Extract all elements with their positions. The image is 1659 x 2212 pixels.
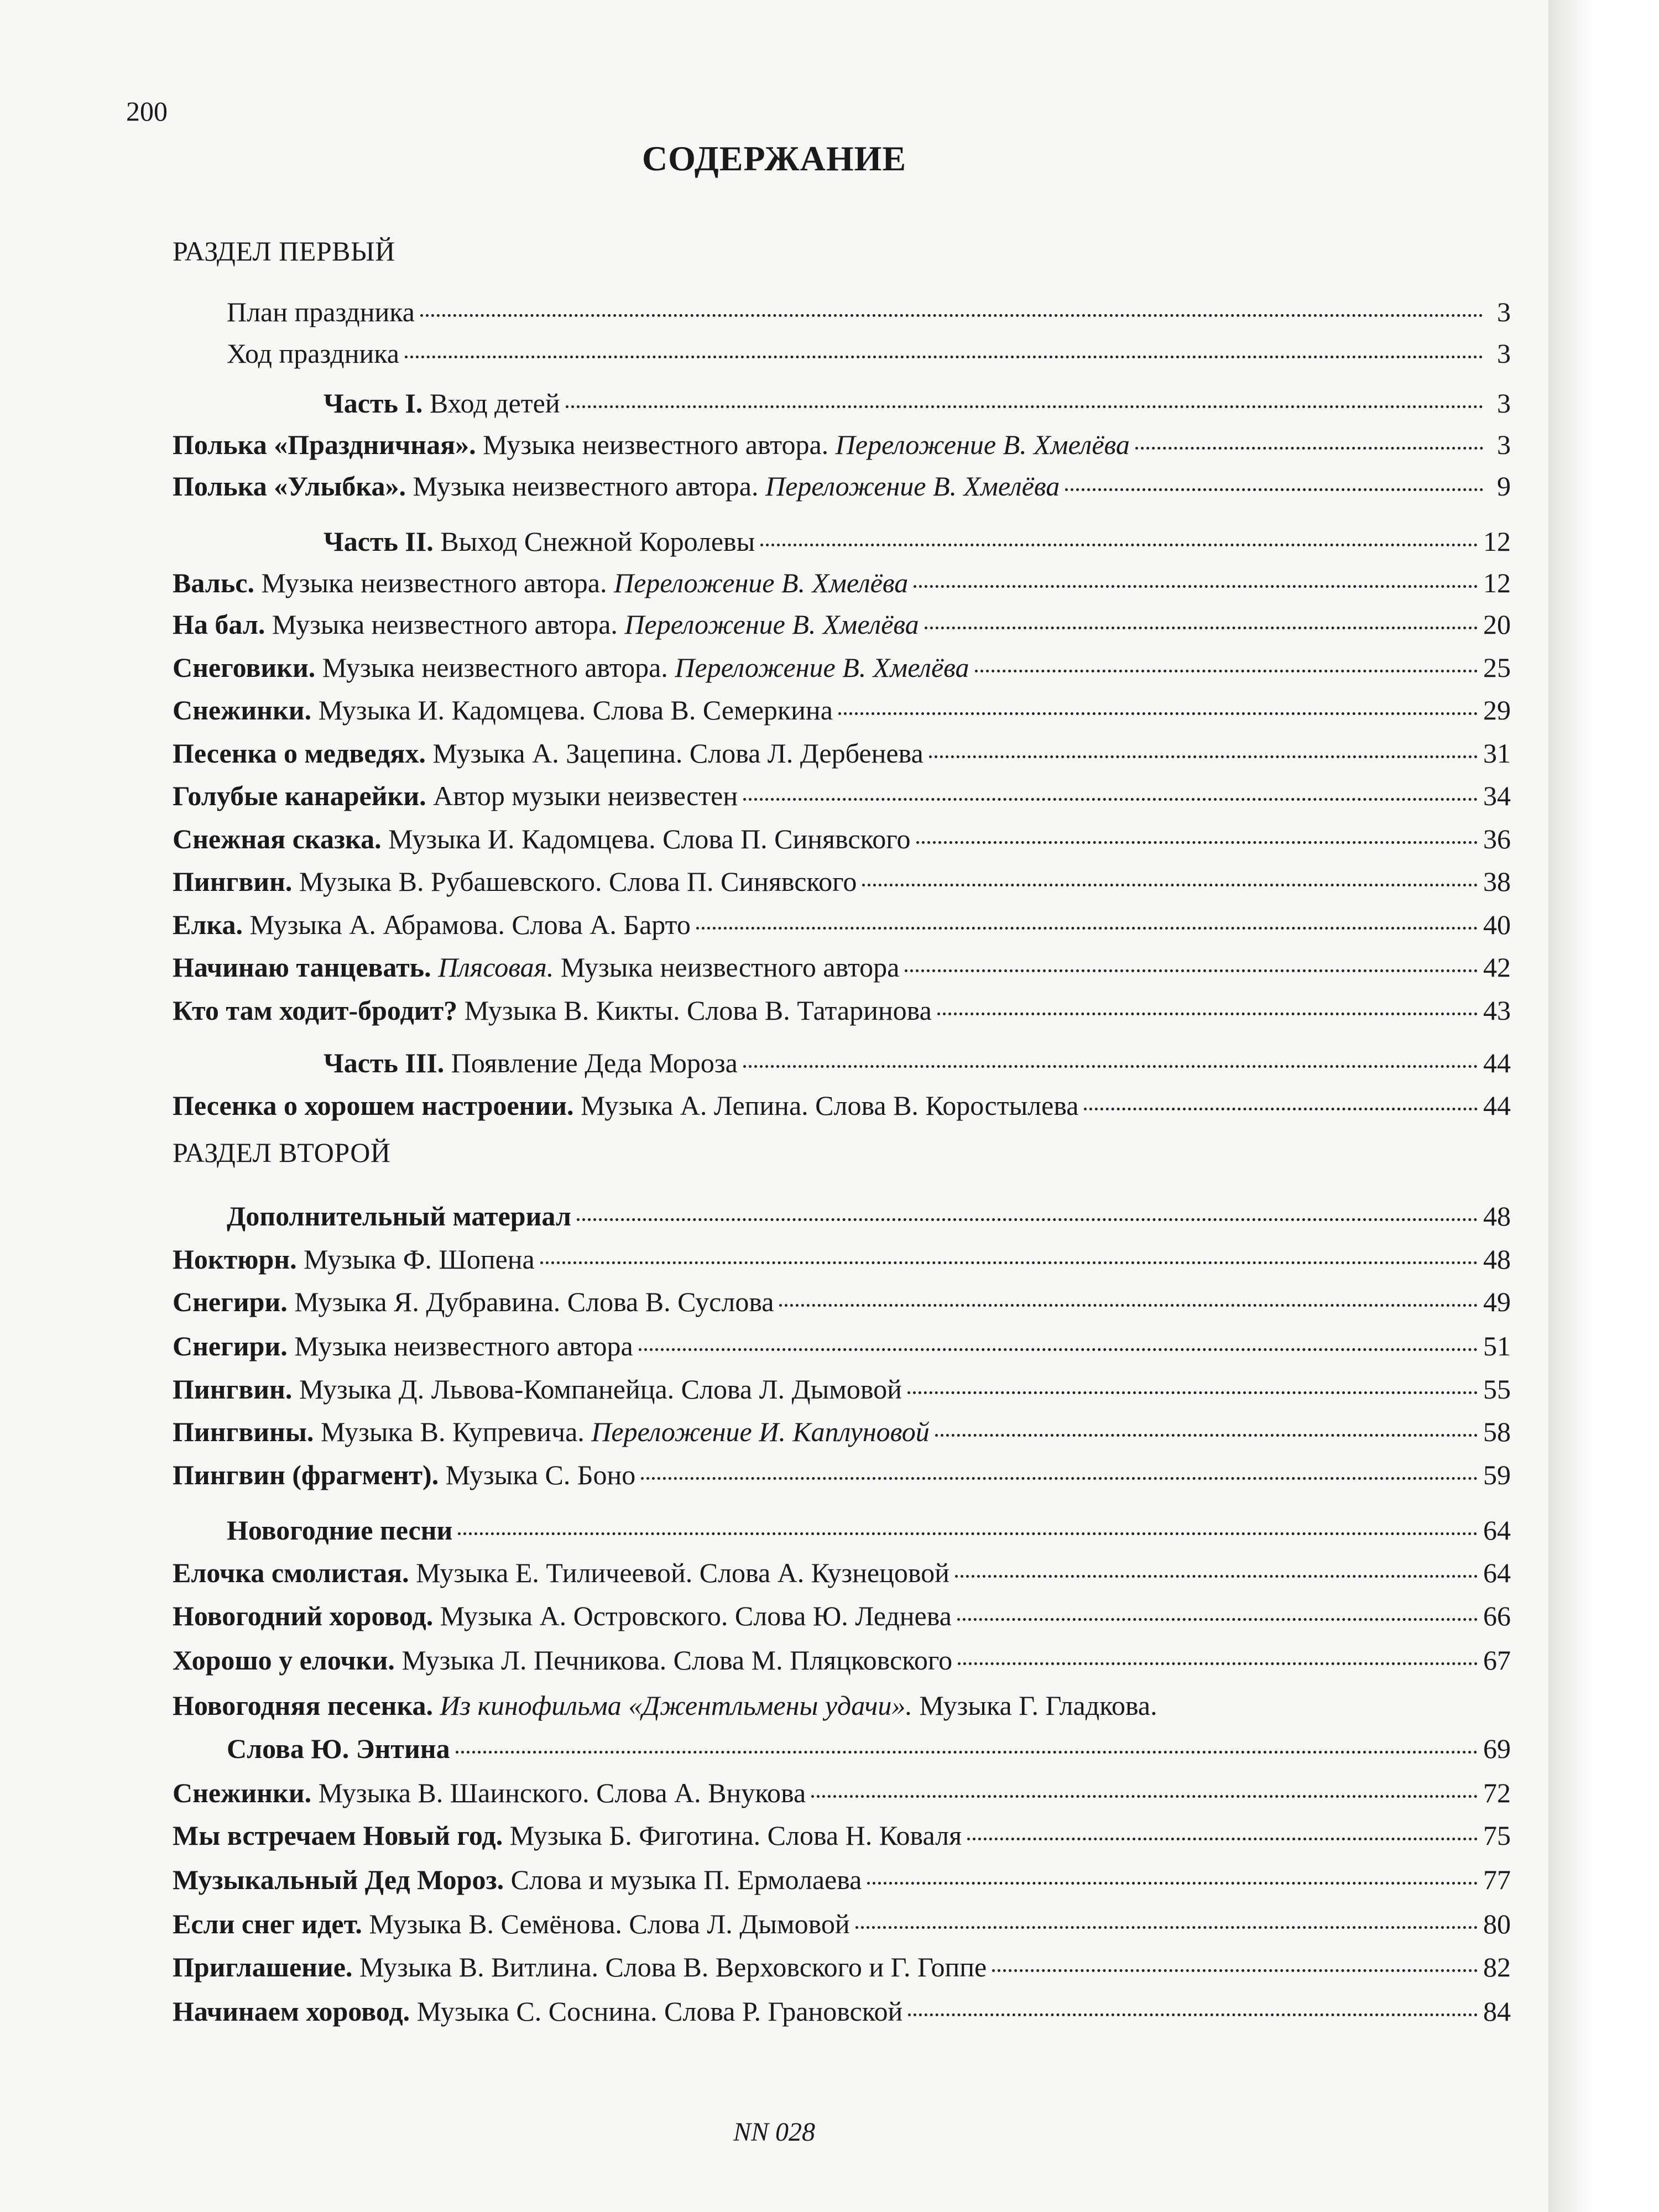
entry-title bbox=[173, 823, 911, 855]
entry-text: Музыка С. Боно bbox=[439, 1459, 636, 1490]
entry-bold-title: Ноктюрн. bbox=[173, 1244, 297, 1275]
dot-leader bbox=[967, 1838, 1478, 1840]
entry-bold-title: Голубые канарейки. bbox=[173, 780, 426, 811]
entry-italic-note: Плясовая. bbox=[438, 952, 554, 983]
toc-entry bbox=[173, 1286, 1511, 1324]
dot-leader bbox=[958, 1662, 1478, 1665]
dot-leader bbox=[760, 544, 1478, 546]
page-ref: 3 bbox=[1497, 388, 1511, 419]
page-ref: 38 bbox=[1483, 866, 1511, 897]
entry-title bbox=[227, 1733, 450, 1765]
entry-title bbox=[227, 1514, 452, 1546]
entry-text: Музыка Г. Гладкова. bbox=[912, 1690, 1157, 1721]
page-ref: 59 bbox=[1483, 1459, 1511, 1490]
toc-entry bbox=[173, 994, 1511, 1033]
entry-italic-note: Переложение В. Хмелёва bbox=[613, 567, 909, 598]
entry-title bbox=[227, 337, 399, 369]
dot-leader bbox=[908, 2013, 1478, 2016]
entry-text: Музыка неизвестного автора. bbox=[315, 652, 675, 683]
entry-title bbox=[324, 387, 560, 419]
toc-entry bbox=[173, 651, 1511, 690]
entry-title bbox=[173, 780, 738, 812]
entry-title bbox=[173, 1644, 952, 1676]
entry-text: Музыка С. Соснина. Слова Р. Грановской bbox=[410, 1996, 903, 2027]
entry-title bbox=[324, 1047, 738, 1079]
entry-italic-note: Переложение В. Хмелёва bbox=[835, 429, 1130, 460]
toc-entry bbox=[173, 865, 1511, 904]
entry-title bbox=[173, 1995, 902, 2027]
entry-title bbox=[173, 1951, 987, 1983]
entry-title bbox=[173, 694, 833, 726]
dot-leader bbox=[862, 884, 1478, 886]
toc-entry bbox=[173, 1819, 1511, 1858]
entry-bold-title: Новогодняя песенка. bbox=[173, 1690, 433, 1721]
toc-entry bbox=[173, 429, 1511, 467]
page-ref: 36 bbox=[1483, 823, 1511, 854]
entry-text: Музыка А. Лепина. Слова В. Коростылева bbox=[573, 1090, 1079, 1121]
toc-entry bbox=[173, 1951, 1511, 1990]
page-ref: 64 bbox=[1483, 1515, 1511, 1546]
page-number: 200 bbox=[126, 96, 168, 127]
entry-title bbox=[173, 994, 932, 1026]
entry-text: Музыка В. Кикты. Слова В. Татаринова bbox=[457, 995, 932, 1026]
entry-title bbox=[173, 1864, 862, 1896]
dot-leader bbox=[639, 1348, 1478, 1351]
entry-text: Музыка неизвестного автора. bbox=[265, 609, 625, 640]
dot-leader bbox=[867, 1882, 1478, 1885]
entry-bold-title: Часть I. bbox=[324, 388, 423, 419]
page-ref: 64 bbox=[1483, 1557, 1511, 1588]
toc-entry bbox=[227, 337, 1511, 376]
page-edge bbox=[1548, 0, 1659, 2212]
toc-entry bbox=[173, 470, 1511, 509]
entry-bold-title: На бал. bbox=[173, 609, 265, 640]
entry-text: Музыка неизвестного автора bbox=[287, 1331, 633, 1361]
page-ref: 48 bbox=[1483, 1201, 1511, 1232]
page-ref: 3 bbox=[1497, 338, 1511, 369]
entry-text: Музыка Е. Тиличеевой. Слова А. Кузнецовой bbox=[409, 1557, 950, 1588]
page-ref: 12 bbox=[1483, 567, 1511, 598]
page-ref: 49 bbox=[1483, 1286, 1511, 1317]
toc-entry bbox=[324, 525, 1511, 564]
entry-bold-title: Снегири. bbox=[173, 1286, 288, 1317]
dot-leader bbox=[540, 1261, 1478, 1264]
dot-leader bbox=[743, 1065, 1478, 1068]
entry-bold-title: Начинаем хоровод. bbox=[173, 1996, 410, 2027]
entry-text: Ход праздника bbox=[227, 338, 399, 369]
entry-title bbox=[173, 1286, 774, 1318]
entry-bold-title: Хорошо у елочки. bbox=[173, 1645, 395, 1676]
toc-entry bbox=[173, 1416, 1511, 1454]
entry-title bbox=[173, 1330, 633, 1362]
dot-leader bbox=[937, 1013, 1478, 1015]
entry-title bbox=[173, 1416, 930, 1448]
entry-text: Музыка Ф. Шопена bbox=[296, 1244, 535, 1275]
entry-title bbox=[227, 296, 415, 328]
entry-bold-title: Кто там ходит-бродит? bbox=[173, 995, 458, 1026]
entry-title bbox=[173, 429, 1130, 461]
dot-leader bbox=[811, 1795, 1478, 1798]
entry-title bbox=[173, 1089, 1078, 1121]
toc-entry bbox=[173, 1089, 1511, 1128]
page-ref: 40 bbox=[1483, 909, 1511, 940]
page-ref: 80 bbox=[1483, 1908, 1511, 1939]
dot-leader bbox=[641, 1477, 1478, 1480]
entry-bold-title: Часть III. bbox=[324, 1047, 445, 1078]
entry-italic-note: Переложение В. Хмелёва bbox=[765, 471, 1060, 502]
entry-text-tail: Музыка неизвестного автора bbox=[554, 952, 900, 983]
entry-bold-title: Приглашение. bbox=[173, 1952, 353, 1983]
entry-title bbox=[173, 651, 969, 684]
entry-title bbox=[173, 737, 924, 769]
entry-bold-title: Полька «Улыбка». bbox=[173, 471, 406, 502]
toc-entry bbox=[173, 1373, 1511, 1412]
page-ref: 67 bbox=[1483, 1645, 1511, 1676]
entry-text: Музыка Я. Дубравина. Слова В. Суслова bbox=[287, 1286, 774, 1317]
entry-bold-title: Елка. bbox=[173, 909, 243, 940]
toc-entry bbox=[173, 1330, 1511, 1369]
entry-bold-title: Часть II. bbox=[324, 526, 434, 557]
entry-bold-title: Слова Ю. Энтина bbox=[227, 1733, 450, 1764]
toc-entry bbox=[173, 694, 1511, 733]
entry-bold-title: Новогодний хоровод. bbox=[173, 1600, 434, 1631]
entry-title bbox=[173, 1557, 950, 1589]
entry-italic-note: Переложение В. Хмелёва bbox=[624, 609, 919, 640]
entry-bold-title: Начинаю танцевать. bbox=[173, 952, 431, 983]
dot-leader bbox=[925, 627, 1478, 629]
dot-leader bbox=[914, 585, 1478, 588]
entry-bold-title: Снегири. bbox=[173, 1331, 288, 1361]
toc-entry bbox=[173, 1908, 1511, 1947]
entry-text: Музыка И. Кадомцева. Слова П. Синявского bbox=[381, 823, 911, 854]
entry-title bbox=[173, 1459, 635, 1491]
entry-bold-title: Пингвины. bbox=[173, 1416, 314, 1447]
page-ref: 29 bbox=[1483, 695, 1511, 726]
entry-title bbox=[173, 608, 919, 640]
entry-text: Музыка неизвестного автора. bbox=[254, 567, 614, 598]
dot-leader bbox=[957, 1618, 1478, 1621]
entry-text: Музыка В. Рубашевского. Слова П. Синявского bbox=[292, 866, 857, 897]
toc-entry bbox=[173, 737, 1511, 776]
entry-bold-title: Песенка о медведях. bbox=[173, 738, 426, 769]
page-ref: 44 bbox=[1483, 1090, 1511, 1121]
entry-bold-title: Мы встречаем Новый год. bbox=[173, 1820, 503, 1851]
entry-bold-title: Дополнительный материал bbox=[227, 1201, 571, 1232]
page-ref: 43 bbox=[1483, 995, 1511, 1026]
dot-leader bbox=[1084, 1108, 1478, 1110]
toc-entry bbox=[227, 1200, 1511, 1239]
page-ref: 12 bbox=[1483, 526, 1511, 557]
page-ref: 55 bbox=[1483, 1374, 1511, 1405]
page-ref: 48 bbox=[1483, 1244, 1511, 1275]
page-ref: 25 bbox=[1483, 652, 1511, 683]
dot-leader bbox=[907, 1391, 1478, 1394]
page-ref: 3 bbox=[1497, 429, 1511, 460]
dot-leader bbox=[420, 314, 1483, 317]
toc-entry bbox=[173, 1557, 1511, 1595]
dot-leader bbox=[905, 969, 1478, 972]
entry-text: Появление Деда Мороза bbox=[444, 1047, 738, 1078]
page-ref: 42 bbox=[1483, 952, 1511, 983]
page-ref: 72 bbox=[1483, 1777, 1511, 1808]
toc-entry bbox=[173, 567, 1511, 606]
entry-text: Музыка неизвестного автора. bbox=[405, 471, 765, 502]
toc-entry bbox=[173, 1644, 1511, 1683]
dot-leader bbox=[935, 1434, 1478, 1437]
toc-entry bbox=[173, 1777, 1511, 1815]
toc-entry bbox=[173, 608, 1511, 647]
toc-entry bbox=[173, 1995, 1511, 2034]
entry-bold-title: Пингвин. bbox=[173, 1374, 293, 1405]
dot-leader bbox=[955, 1575, 1478, 1578]
toc-entry bbox=[227, 1733, 1511, 1771]
entry-bold-title: Снежинки. bbox=[173, 695, 312, 726]
dot-leader bbox=[975, 670, 1478, 672]
toc-entry bbox=[324, 1047, 1511, 1086]
toc-entry bbox=[173, 1459, 1511, 1498]
entry-text: Слова и музыка П. Ермолаева bbox=[504, 1864, 862, 1895]
toc-entry bbox=[173, 1864, 1511, 1902]
dot-leader bbox=[566, 405, 1483, 408]
page-ref: 75 bbox=[1483, 1820, 1511, 1851]
dot-leader bbox=[1135, 447, 1483, 450]
entry-italic-note: Из кинофильма «Джентльмены удачи». bbox=[440, 1690, 912, 1721]
entry-bold-title: Музыкальный Дед Мороз. bbox=[173, 1864, 504, 1895]
section-heading-first: РАЗДЕЛ ПЕРВЫЙ bbox=[173, 236, 395, 267]
entry-text: Музыка А. Абрамова. Слова А. Барто bbox=[242, 909, 691, 940]
entry-text: Музыка А. Островского. Слова Ю. Леднева bbox=[433, 1600, 952, 1631]
toc-entry bbox=[173, 951, 1511, 990]
dot-leader bbox=[779, 1304, 1478, 1307]
dot-leader bbox=[855, 1926, 1478, 1929]
entry-text: Музыка В. Шаинского. Слова А. Внукова bbox=[311, 1777, 806, 1808]
entry-text: План праздника bbox=[227, 296, 415, 327]
page-ref: 3 bbox=[1497, 296, 1511, 327]
dot-leader bbox=[929, 755, 1478, 758]
section-heading-second: РАЗДЕЛ ВТОРОЙ bbox=[173, 1137, 391, 1168]
entry-italic-note: Переложение В. Хмелёва bbox=[675, 652, 969, 683]
page-ref: 51 bbox=[1483, 1331, 1511, 1361]
entry-text: Вход детей bbox=[422, 388, 560, 419]
entry-title bbox=[173, 909, 691, 941]
entry-text: Музыка Б. Фиготина. Слова Н. Коваля bbox=[503, 1820, 962, 1851]
entry-text: Музыка Д. Львова-Компанейца. Слова Л. Дымовой bbox=[292, 1374, 902, 1405]
footer-code: NN 028 bbox=[733, 2117, 816, 2147]
entry-text: Музыка А. Зацепина. Слова Л. Дербенева bbox=[425, 738, 924, 769]
toc-entry bbox=[173, 909, 1511, 947]
page-ref: 77 bbox=[1483, 1864, 1511, 1895]
page-ref: 58 bbox=[1483, 1416, 1511, 1447]
toc-entry bbox=[227, 296, 1511, 335]
page-ref: 9 bbox=[1497, 471, 1511, 502]
entry-text: Музыка Л. Печникова. Слова М. Пляцковского bbox=[394, 1645, 953, 1676]
entry-bold-title: Пингвин (фрагмент). bbox=[173, 1459, 439, 1490]
entry-title bbox=[173, 1243, 535, 1275]
toc-entry bbox=[173, 1243, 1511, 1282]
entry-bold-title: Елочка смолистая. bbox=[173, 1557, 409, 1588]
entry-italic-note: Переложение И. Каплуновой bbox=[591, 1416, 930, 1447]
page-title: СОДЕРЖАНИЕ bbox=[641, 139, 907, 178]
toc-entry bbox=[173, 1600, 1511, 1639]
dot-leader bbox=[458, 1532, 1478, 1535]
dot-leader bbox=[577, 1218, 1478, 1221]
dot-leader bbox=[838, 712, 1478, 715]
dot-leader bbox=[916, 841, 1478, 844]
dot-leader bbox=[1065, 488, 1483, 491]
entry-bold-title: Снеговики. bbox=[173, 652, 316, 683]
entry-bold-title: Снежная сказка. bbox=[173, 823, 382, 854]
toc-entry bbox=[173, 823, 1511, 862]
entry-text: Выход Снежной Королевы bbox=[433, 526, 755, 557]
page-ref: 31 bbox=[1483, 738, 1511, 769]
entry-text: Музыка неизвестного автора. bbox=[476, 429, 836, 460]
entry-title bbox=[173, 1908, 850, 1940]
entry-text: Автор музыки неизвестен bbox=[426, 780, 738, 811]
entry-bold-title: Пингвин. bbox=[173, 866, 293, 897]
entry-bold-title: Если снег идет. bbox=[173, 1908, 362, 1939]
page-ref: 84 bbox=[1483, 1996, 1511, 2027]
toc-entry-continued bbox=[173, 1689, 1157, 1721]
dot-leader bbox=[405, 356, 1483, 358]
toc-entry bbox=[173, 780, 1511, 818]
entry-title bbox=[173, 1777, 806, 1809]
page-ref: 44 bbox=[1483, 1047, 1511, 1078]
entry-bold-title: Новогодние песни bbox=[227, 1515, 453, 1546]
entry-text bbox=[431, 952, 439, 983]
page-ref: 66 bbox=[1483, 1600, 1511, 1631]
entry-bold-title: Песенка о хорошем настроении. bbox=[173, 1090, 574, 1121]
entry-title bbox=[173, 951, 899, 983]
entry-bold-title: Вальс. bbox=[173, 567, 254, 598]
dot-leader bbox=[743, 798, 1478, 801]
entry-title bbox=[173, 567, 908, 599]
entry-text: Музыка В. Семёнова. Слова Л. Дымовой bbox=[362, 1908, 850, 1939]
toc-entry bbox=[324, 387, 1511, 426]
dot-leader bbox=[992, 1969, 1478, 1972]
entry-title bbox=[324, 525, 755, 557]
entry-title bbox=[173, 470, 1060, 502]
entry-title bbox=[227, 1200, 571, 1232]
entry-bold-title: Полька «Праздничная». bbox=[173, 429, 476, 460]
page-ref: 20 bbox=[1483, 609, 1511, 640]
entry-text: Музыка И. Кадомцева. Слова В. Семеркина bbox=[311, 695, 833, 726]
page-ref: 34 bbox=[1483, 780, 1511, 811]
page-ref: 82 bbox=[1483, 1952, 1511, 1983]
entry-bold-title: Снежинки. bbox=[173, 1777, 312, 1808]
toc-entry bbox=[227, 1514, 1511, 1553]
entry-title bbox=[173, 1819, 962, 1851]
entry-title bbox=[173, 865, 857, 898]
dot-leader bbox=[456, 1751, 1478, 1754]
dot-leader bbox=[696, 927, 1478, 930]
entry-title bbox=[173, 1373, 902, 1405]
entry-title bbox=[173, 1600, 952, 1632]
entry-text: Музыка В. Витлина. Слова В. Верховского и Г. Гоппе bbox=[352, 1952, 987, 1983]
entry-text: Музыка В. Купревича. bbox=[314, 1416, 592, 1447]
page-ref: 69 bbox=[1483, 1733, 1511, 1764]
